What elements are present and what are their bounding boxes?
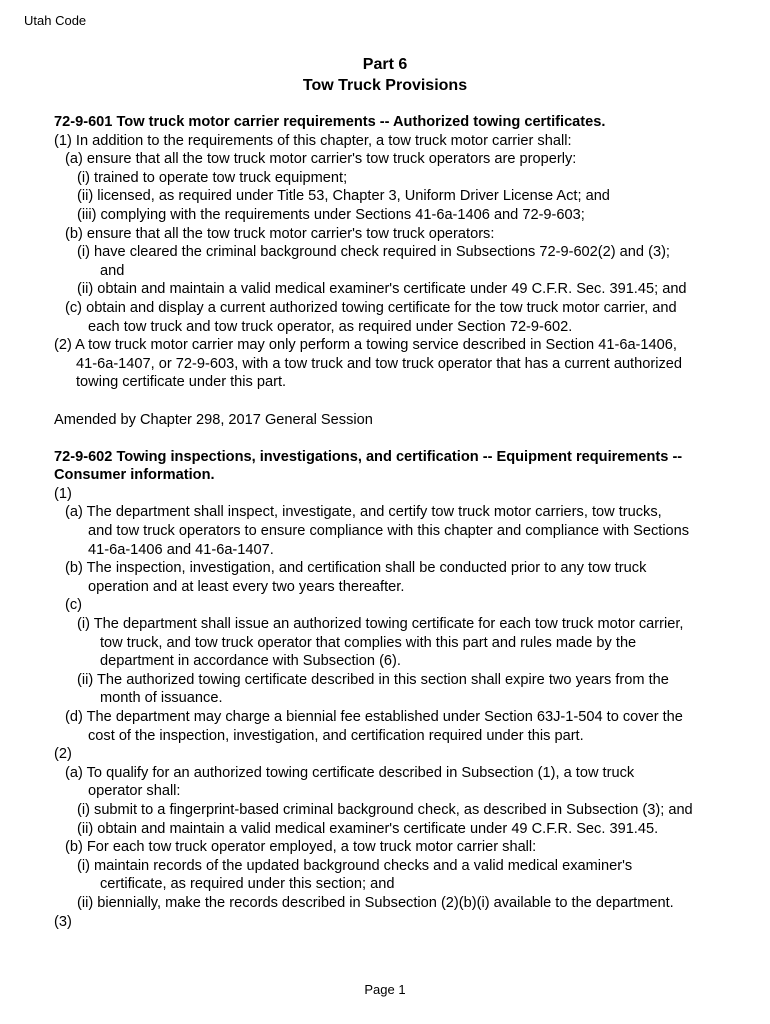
section-line: (iii) complying with the requirements under Sections 41-6a-1406 and 72-9-603;	[77, 206, 585, 223]
section-line: (c) obtain and display a current authorized towing certificate for the tow truck motor carrier, and	[65, 299, 677, 316]
section-line: (i) submit to a fingerprint-based criminal background check, as described in Subsection (3); and	[77, 801, 693, 818]
history-note: Amended by Chapter 298, 2017 General Session	[54, 411, 373, 428]
section-line: and tow truck operators to ensure compliance with this chapter and compliance with Sections	[88, 523, 690, 540]
section-line: (ii) The authorized towing certificate described in this section shall expire two years from the	[77, 671, 669, 688]
section-line: (b) The inspection, investigation, and certification shall be conducted prior to any tow truck	[65, 560, 647, 577]
part-title: Tow Truck Provisions	[302, 77, 468, 94]
section-line: 41-6a-1407, or 72-9-603, with a tow truck and tow truck operator that has a current authorized	[76, 355, 682, 372]
section-line: (b) For each tow truck operator employed, a tow truck motor carrier shall:	[65, 839, 537, 856]
section-line: (ii) licensed, as required under Title 53, Chapter 3, Uniform Driver License Act; and	[77, 188, 610, 205]
section-line: (ii) obtain and maintain a valid medical examiner's certificate under 49 C.F.R. Sec. 391.45.	[77, 820, 659, 837]
page-number: Page 1	[364, 982, 406, 997]
section-line: (2)	[54, 746, 72, 763]
section-line: certificate, as required under this section; and	[100, 876, 395, 893]
section-line: (i) The department shall issue an authorized towing certificate for each tow truck motor carrier,	[77, 616, 684, 633]
section-line: and	[100, 262, 125, 279]
section-line: (ii) obtain and maintain a valid medical examiner's certificate under 49 C.F.R. Sec. 391.45; and	[77, 281, 687, 298]
section-line: department in accordance with Subsection (6).	[100, 653, 401, 670]
section-line: (i) maintain records of the updated background checks and a valid medical examiner's	[77, 857, 633, 874]
section-line: 41-6a-1406 and 41-6a-1407.	[88, 541, 274, 558]
section-title: 72-9-602 Towing inspections, investigations, and certification -- Equipment requirements -- Consumer information.	[54, 448, 683, 484]
section-line: (1) In addition to the requirements of this chapter, a tow truck motor carrier shall:	[54, 132, 572, 149]
section-line: operator shall:	[88, 783, 181, 800]
section-line: (c)	[65, 597, 83, 614]
section-line: (ii) biennially, make the records described in Subsection (2)(b)(i) available to the department.	[77, 894, 674, 911]
section-line: cost of the inspection, investigation, and certification required under this part.	[88, 727, 584, 744]
section-line: (2) A tow truck motor carrier may only perform a towing service described in Section 41-6a-1406,	[54, 337, 677, 354]
part-heading	[0, 54, 770, 96]
section-line: month of issuance.	[100, 690, 223, 707]
section-line: (i) have cleared the criminal background check required in Subsections 72-9-602(2) and (3);	[77, 244, 670, 261]
section-line: (b) ensure that all the tow truck motor carrier's tow truck operators:	[65, 225, 495, 242]
section-line: (1)	[54, 485, 72, 502]
section-line: operation and at least every two years thereafter.	[88, 578, 405, 595]
section-line: towing certificate under this part.	[76, 374, 287, 391]
section-line: (i) trained to operate tow truck equipment;	[77, 169, 348, 186]
section-line: tow truck, and tow truck operator that complies with this part and rules made by the	[100, 634, 637, 651]
section-line: (a) The department shall inspect, investigate, and certify tow truck motor carriers, tow trucks,	[65, 504, 662, 521]
document-body	[54, 113, 754, 931]
section-line: (d) The department may charge a biennial fee established under Section 63J-1-504 to cover the	[65, 709, 683, 725]
section-line: each tow truck and tow truck operator, as required under Section 72-9-602.	[88, 318, 573, 335]
section-title: 72-9-601 Tow truck motor carrier requirements -- Authorized towing certificates.	[54, 114, 606, 130]
part-number: Part 6	[362, 56, 408, 73]
section-line: (3)	[54, 913, 72, 930]
section-line: (a) ensure that all the tow truck motor carrier's tow truck operators are properly:	[65, 151, 577, 168]
running-header: Utah Code	[24, 13, 87, 28]
section-line: (a) To qualify for an authorized towing certificate described in Subsection (1), a tow truck	[65, 764, 635, 781]
